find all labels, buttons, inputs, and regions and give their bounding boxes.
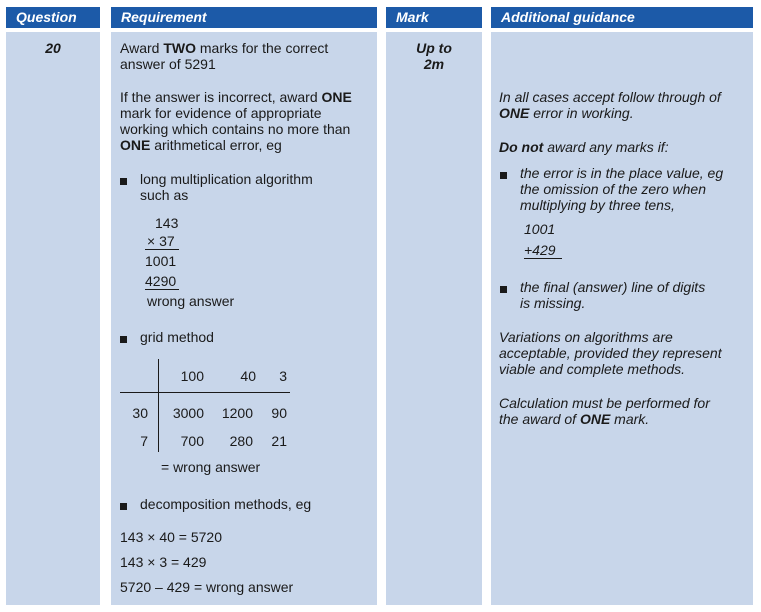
question-column — [6, 32, 100, 605]
header-mark: Mark — [386, 7, 482, 28]
guidance-column — [491, 32, 753, 605]
grid-vertical-line — [158, 359, 159, 452]
grid-cell: 700 — [180, 433, 204, 449]
grid-col-header: 3 — [279, 368, 287, 384]
bullet-long-mult: long multiplication algorithm such as — [140, 171, 313, 203]
grid-cell: 90 — [271, 405, 287, 421]
guidance-bullet-final-line: the final (answer) line of digits is missing. — [520, 279, 706, 311]
requirement-column — [111, 32, 377, 605]
grid-row-label: 30 — [132, 405, 148, 421]
grid-cell: 280 — [229, 433, 253, 449]
grid-cell: 3000 — [172, 405, 204, 421]
decomp-line: 5720 – 429 = wrong answer — [120, 579, 294, 595]
if-incorrect-text: If the answer is incorrect, award ONE mark for evidence of appropriate working which contains no more than ONE arithmetical error, eg — [120, 89, 352, 153]
grid-row-label: 7 — [140, 433, 148, 449]
mark-value: Up to 2m — [416, 40, 452, 72]
do-not-text: Do not award any marks if: — [499, 139, 669, 155]
bullet-icon — [120, 336, 127, 343]
grid-cell: 21 — [271, 433, 287, 449]
header-requirement: Requirement — [111, 7, 377, 28]
bullet-icon — [120, 503, 127, 510]
header-guidance: Additional guidance — [491, 7, 753, 28]
lm-partial1: 1001 — [145, 253, 177, 269]
variations-text: Variations on algorithms are acceptable, provided they represent viable and complete methods. — [499, 329, 722, 377]
grid-result: = wrong answer — [161, 459, 261, 475]
lm-multiplier: × 37 — [145, 233, 179, 250]
guidance-bullet-place-value: the error is in the place value, eg the omission of the zero when multiplying by three tens, — [520, 165, 724, 213]
header-question: Question — [6, 7, 100, 28]
bullet-grid-method: grid method — [140, 329, 214, 345]
bullet-icon — [120, 178, 127, 185]
decomp-line: 143 × 3 = 429 — [120, 554, 207, 570]
grid-col-header: 100 — [180, 368, 204, 384]
bullet-decomposition: decomposition methods, eg — [140, 496, 312, 512]
question-number: 20 — [45, 40, 61, 56]
lm-top: 143 — [155, 215, 179, 231]
bullet-icon — [500, 172, 507, 179]
calculation-text: Calculation must be performed for the award of ONE mark. — [499, 395, 710, 427]
lm-result: wrong answer — [147, 293, 235, 309]
lm-partial2: 4290 — [145, 273, 179, 290]
grid-col-header: 40 — [240, 368, 256, 384]
follow-through-text: In all cases accept follow through of ONE error in working. — [499, 89, 721, 121]
grid-horizontal-line — [120, 392, 290, 393]
example-bottom: +429 — [524, 242, 562, 259]
bullet-icon — [500, 286, 507, 293]
example-top: 1001 — [524, 221, 556, 237]
long-multiplication — [145, 215, 185, 290]
place-value-example — [524, 221, 564, 259]
decomp-line: 143 × 40 = 5720 — [120, 529, 222, 545]
grid-cell: 1200 — [221, 405, 253, 421]
mark-column — [386, 32, 482, 605]
award-two-text: Award TWO marks for the correct answer of 5291 — [120, 40, 329, 72]
